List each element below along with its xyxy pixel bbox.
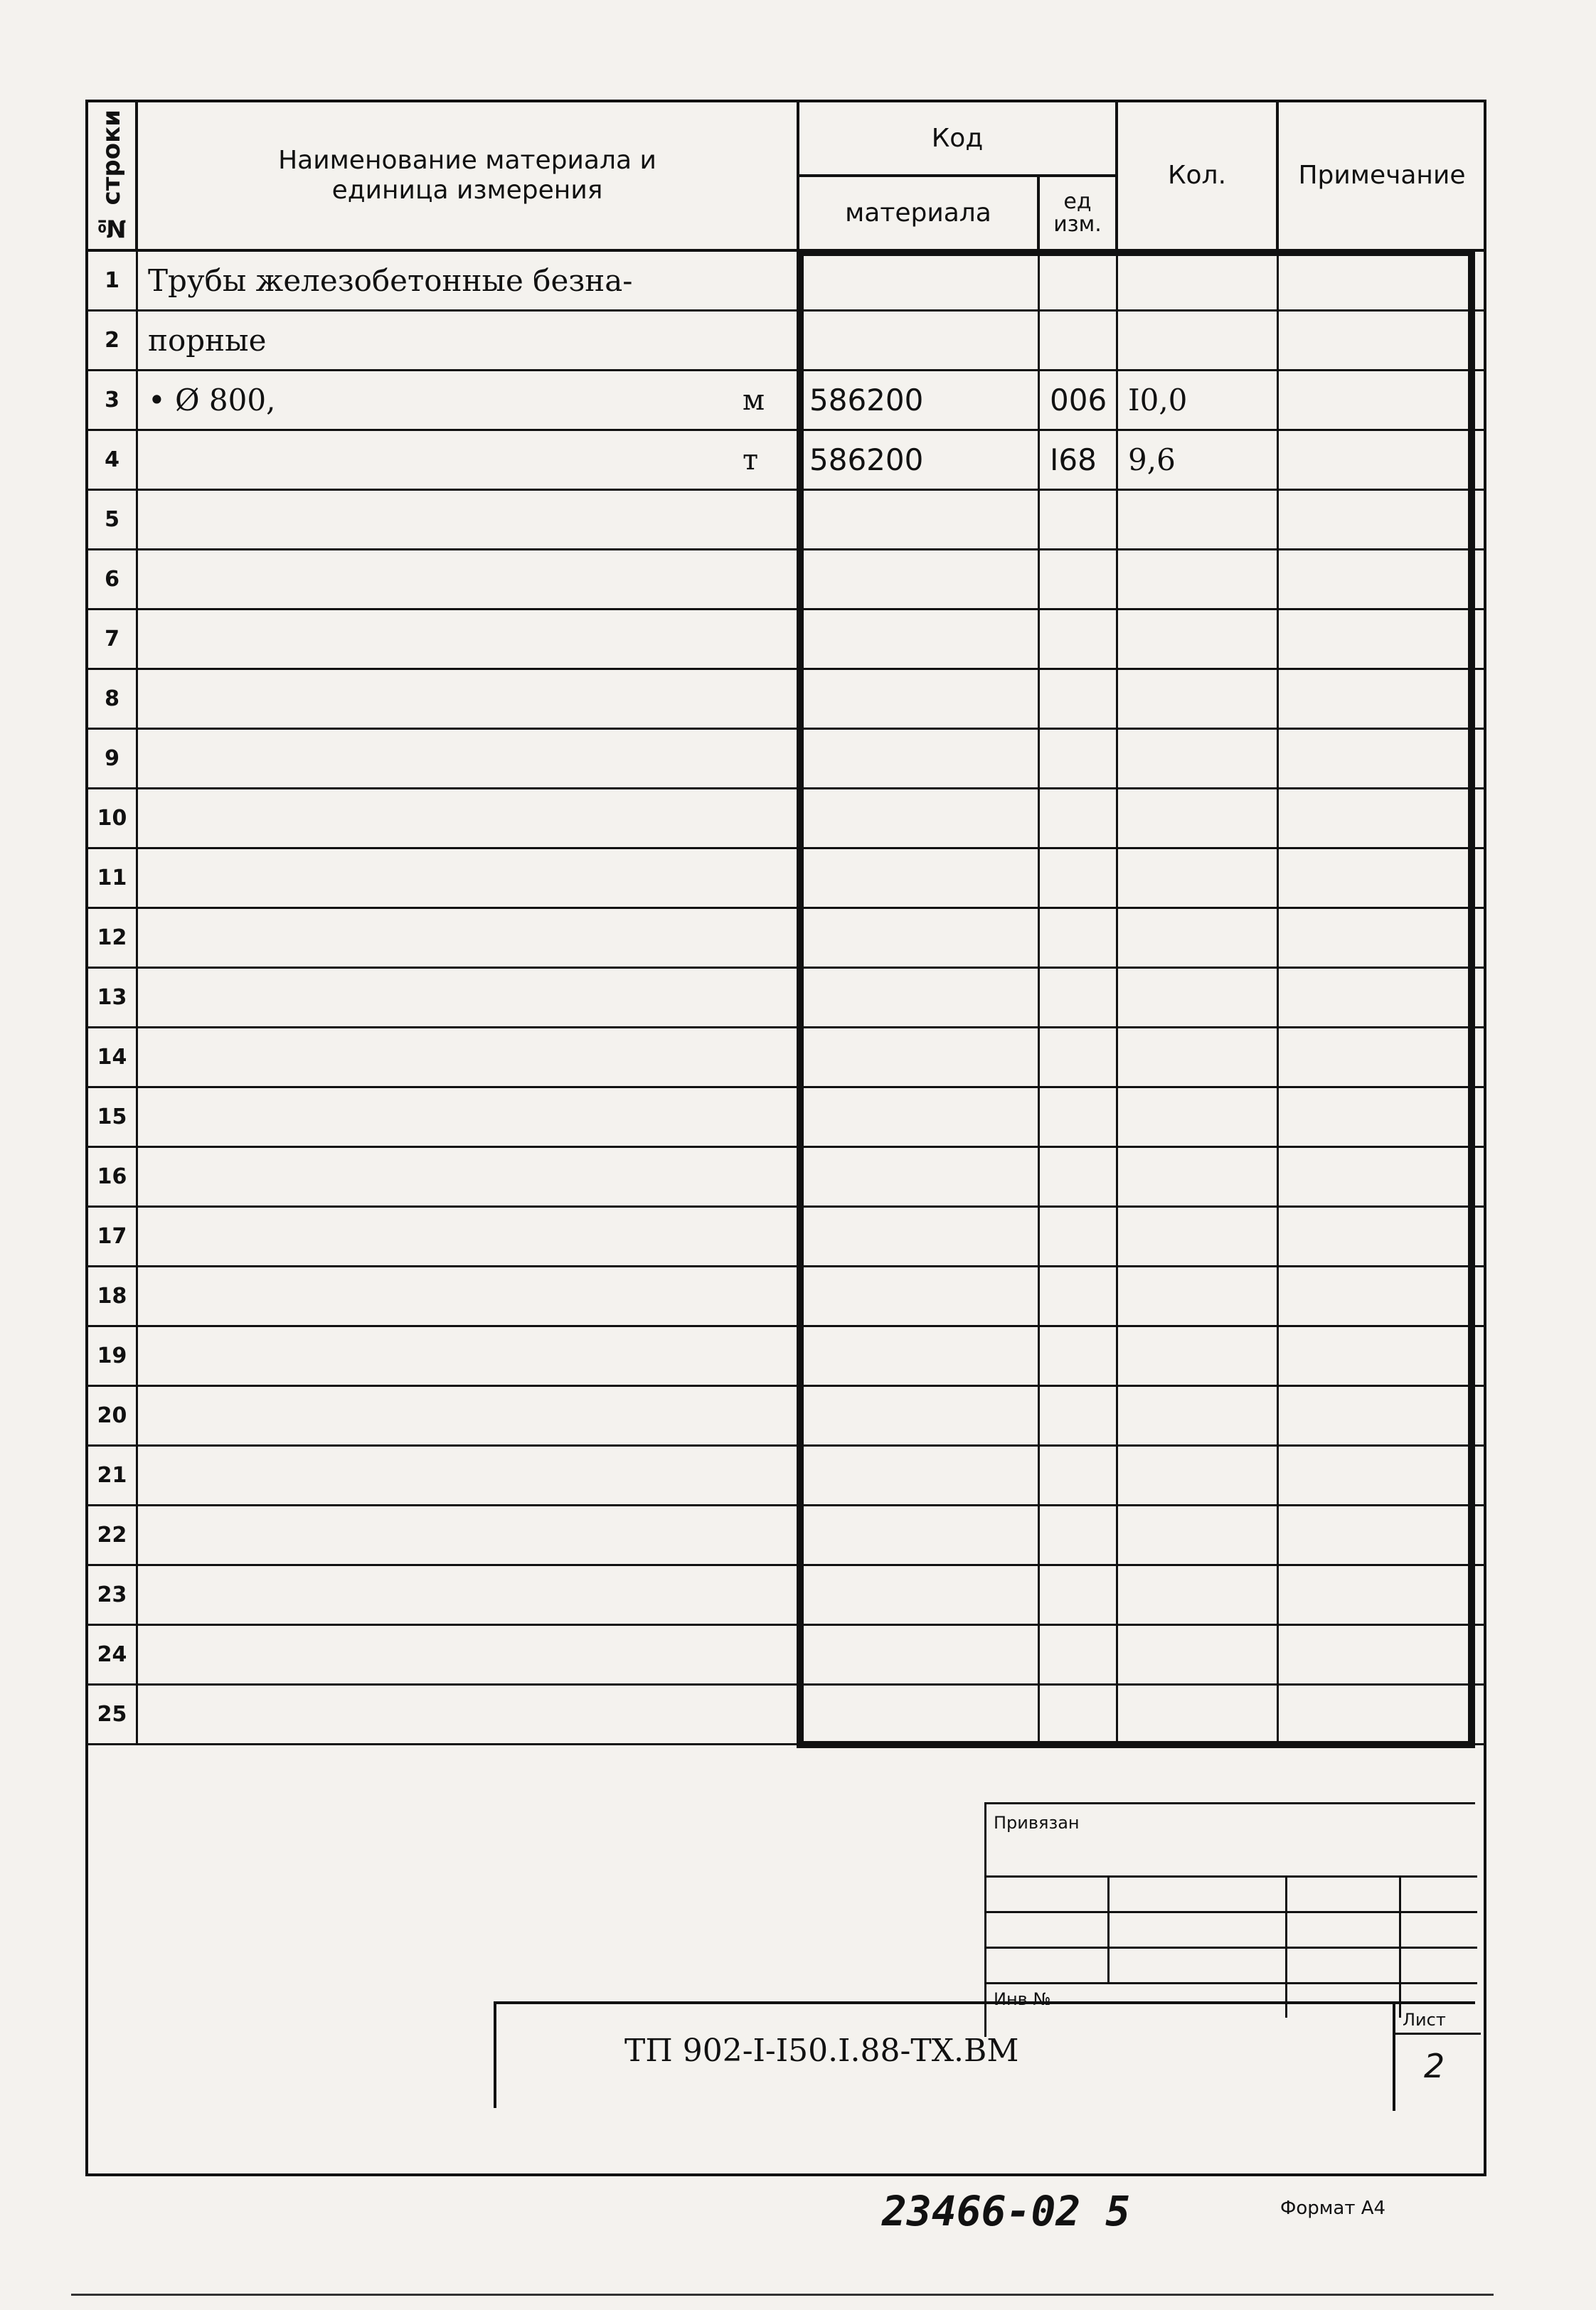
cell-note [1279,670,1485,728]
cell-qty [1118,670,1279,728]
cell-u [1040,1387,1118,1444]
cell-note [1279,849,1485,907]
cell-u [1040,550,1118,608]
table-row [88,610,1485,670]
stamp-divider [1399,1875,1401,2018]
cell-qty [1118,1506,1279,1564]
doc-code-box [494,2001,1475,2108]
cell-note [1279,431,1485,489]
cell-mat [799,1148,1040,1205]
stamp-divider [986,1875,1477,1878]
table-row [88,550,1485,610]
cell-n: 19 [88,1327,138,1385]
cell-n: 3 [88,371,138,429]
cell-u [1040,730,1118,787]
cell-n: 24 [88,1626,138,1683]
cell-n: 14 [88,1028,138,1086]
material-table [88,252,1485,1745]
cell-name [138,1088,799,1146]
cell-note [1279,1506,1485,1564]
cell-qty [1118,491,1279,548]
cell-n: 22 [88,1506,138,1564]
table-row [88,789,1485,849]
cell-qty [1118,1686,1279,1743]
cell-n: 9 [88,730,138,787]
cell-n: 17 [88,1208,138,1265]
cell-name [138,1148,799,1205]
cell-name [138,1387,799,1444]
cell-u [1040,1267,1118,1325]
cell-note [1279,371,1485,429]
cell-note [1279,909,1485,967]
cell-qty [1118,1148,1279,1205]
cell-n: 10 [88,789,138,847]
cell-name [138,1506,799,1564]
cell-name [138,431,799,489]
cell-n: 4 [88,431,138,489]
cell-mat [799,909,1040,967]
cell-note [1279,1208,1485,1265]
cell-n: 7 [88,610,138,668]
cell-n: 21 [88,1447,138,1504]
cell-note [1279,1028,1485,1086]
cell-u [1040,1208,1118,1265]
cell-u [1040,491,1118,548]
cell-n: 25 [88,1686,138,1743]
header-qty-label: Кол. [1167,161,1227,190]
header-row-no-label: № строки [97,109,126,243]
cell-mat [799,1327,1040,1385]
table-row [88,1506,1485,1566]
cell-qty [1118,1566,1279,1624]
cell-u [1040,252,1118,309]
cell-unit: т [743,443,759,477]
stamp-divider [986,1982,1477,1984]
header-note [1279,102,1485,252]
table-row [88,1686,1485,1745]
handwritten-number: 23466-02 5 [882,2187,1131,2235]
cell-u: 006 [1040,371,1118,429]
cell-name [138,1267,799,1325]
table-row [88,849,1485,909]
cell-note [1279,1447,1485,1504]
cell-note [1279,1327,1485,1385]
cell-n: 11 [88,849,138,907]
thick-border-bottom [797,1741,1475,1748]
cell-note [1279,730,1485,787]
cell-name [138,909,799,967]
header-note-label: Примечание [1298,161,1466,190]
cell-name [138,1028,799,1086]
cell-u [1040,1506,1118,1564]
cell-mat [799,969,1040,1026]
table-row [88,1566,1485,1626]
cell-note [1279,1088,1485,1146]
cell-n: 2 [88,312,138,369]
list-divider [1395,2033,1481,2035]
cell-qty [1118,1387,1279,1444]
cell-mat [799,849,1040,907]
cell-note [1279,312,1485,369]
cell-qty [1118,849,1279,907]
cell-u [1040,312,1118,369]
table-row [88,1447,1485,1506]
cell-mat [799,610,1040,668]
cell-qty [1118,312,1279,369]
cell-qty [1118,1447,1279,1504]
list-box [1393,2004,1478,2111]
cell-unit: м [743,383,765,417]
cell-mat [799,1566,1040,1624]
cell-mat: 586200 [799,371,1040,429]
cell-note [1279,789,1485,847]
cell-u [1040,1686,1118,1743]
cell-u [1040,789,1118,847]
cell-n: 18 [88,1267,138,1325]
cell-n: 8 [88,670,138,728]
cell-mat [799,1387,1040,1444]
spec-sheet-frame [85,100,1486,2176]
table-row [88,1387,1485,1447]
inv-label: Инв № [994,1989,1051,2009]
cell-n: 1 [88,252,138,309]
cell-n: 15 [88,1088,138,1146]
cell-n: 16 [88,1148,138,1205]
cell-u [1040,1148,1118,1205]
cell-mat [799,1208,1040,1265]
cell-u [1040,1566,1118,1624]
cell-u [1040,1028,1118,1086]
table-row [88,312,1485,371]
cell-note [1279,252,1485,309]
cell-mat [799,670,1040,728]
cell-mat [799,252,1040,309]
cell-name: Трубы железобетонные безна- [138,252,799,309]
cell-name [138,1327,799,1385]
table-row [88,1208,1485,1267]
cell-n: 13 [88,969,138,1026]
cell-mat [799,1506,1040,1564]
cell-n: 6 [88,550,138,608]
cell-name [138,789,799,847]
cell-n: 5 [88,491,138,548]
cell-note [1279,550,1485,608]
privyazan-label: Привязан [994,1813,1080,1833]
cell-mat [799,312,1040,369]
cell-qty: I0,0 [1118,371,1279,429]
cell-n: 20 [88,1387,138,1444]
header-name [138,102,799,252]
cell-u [1040,670,1118,728]
cell-u [1040,849,1118,907]
cell-u [1040,1626,1118,1683]
cell-mat [799,1267,1040,1325]
table-row [88,1267,1485,1327]
cell-u [1040,909,1118,967]
cell-mat [799,789,1040,847]
list-number: 2 [1424,2047,1445,2085]
table-row [88,730,1485,789]
table-row [88,969,1485,1028]
cell-qty: 9,6 [1118,431,1279,489]
cell-note [1279,1626,1485,1683]
doc-code: ТП 902-I-I50.I.88-ТХ.ВМ [624,2033,1019,2069]
cell-note [1279,491,1485,548]
stamp-divider [986,1947,1477,1949]
header-code-unit-label: ед изм. [1053,188,1102,237]
stamp-divider [1285,1875,1287,2018]
cell-qty [1118,1626,1279,1683]
table-row [88,491,1485,550]
table-row [88,1088,1485,1148]
cell-qty [1118,909,1279,967]
cell-name: порные [138,312,799,369]
table-row [88,909,1485,969]
cell-name [138,550,799,608]
cell-note [1279,610,1485,668]
cell-qty [1118,550,1279,608]
header-row-no [88,102,138,252]
cell-mat [799,1447,1040,1504]
bottom-rule [71,2294,1494,2296]
cell-qty [1118,730,1279,787]
table-row [88,252,1485,312]
list-label: Лист [1403,2010,1446,2030]
cell-qty [1118,1327,1279,1385]
cell-name [138,1566,799,1624]
cell-mat: 586200 [799,431,1040,489]
cell-note [1279,1148,1485,1205]
cell-mat [799,1686,1040,1743]
cell-qty [1118,610,1279,668]
cell-mat [799,1088,1040,1146]
cell-mat [799,491,1040,548]
cell-u [1040,1447,1118,1504]
cell-name [138,730,799,787]
cell-name [138,1208,799,1265]
thick-border-right [1468,252,1475,1745]
stamp-divider [986,1911,1477,1913]
cell-qty [1118,1088,1279,1146]
cell-note [1279,1267,1485,1325]
cell-qty [1118,252,1279,309]
cell-u [1040,610,1118,668]
cell-name [138,849,799,907]
cell-name [138,1626,799,1683]
thick-border-left [797,252,804,1745]
header-qty [1118,102,1279,252]
table-row [88,371,1485,431]
cell-mat [799,730,1040,787]
stamp-divider [1107,1875,1110,1982]
cell-mat [799,1028,1040,1086]
table-row [88,1626,1485,1686]
cell-n: 12 [88,909,138,967]
cell-name [138,969,799,1026]
cell-mat [799,1626,1040,1683]
cell-qty [1118,1208,1279,1265]
cell-name [138,670,799,728]
cell-qty [1118,1028,1279,1086]
cell-u [1040,1327,1118,1385]
cell-name [138,1447,799,1504]
cell-note [1279,1566,1485,1624]
table-row [88,1327,1485,1387]
cell-note [1279,1387,1485,1444]
cell-n: 23 [88,1566,138,1624]
cell-note [1279,1686,1485,1743]
table-row [88,670,1485,730]
table-row [88,1028,1485,1088]
header-code [799,102,1118,177]
header-code-material-label: материала [845,198,991,228]
table-row [88,431,1485,491]
thick-border-top [797,249,1475,256]
table-row [88,1148,1485,1208]
header-code-label: Код [931,123,984,153]
cell-qty [1118,1267,1279,1325]
header-code-unit [1040,177,1118,252]
cell-name [138,610,799,668]
header-name-label: Наименование материала и единица измерения [278,146,656,205]
cell-name: • Ø 800, [138,371,799,429]
cell-qty [1118,969,1279,1026]
header-code-material [799,177,1040,252]
cell-name [138,491,799,548]
format-label: Формат А4 [1280,2198,1386,2219]
cell-u: I68 [1040,431,1118,489]
cell-name [138,1686,799,1743]
cell-qty [1118,789,1279,847]
cell-mat [799,550,1040,608]
cell-u [1040,969,1118,1026]
cell-u [1040,1088,1118,1146]
cell-note [1279,969,1485,1026]
